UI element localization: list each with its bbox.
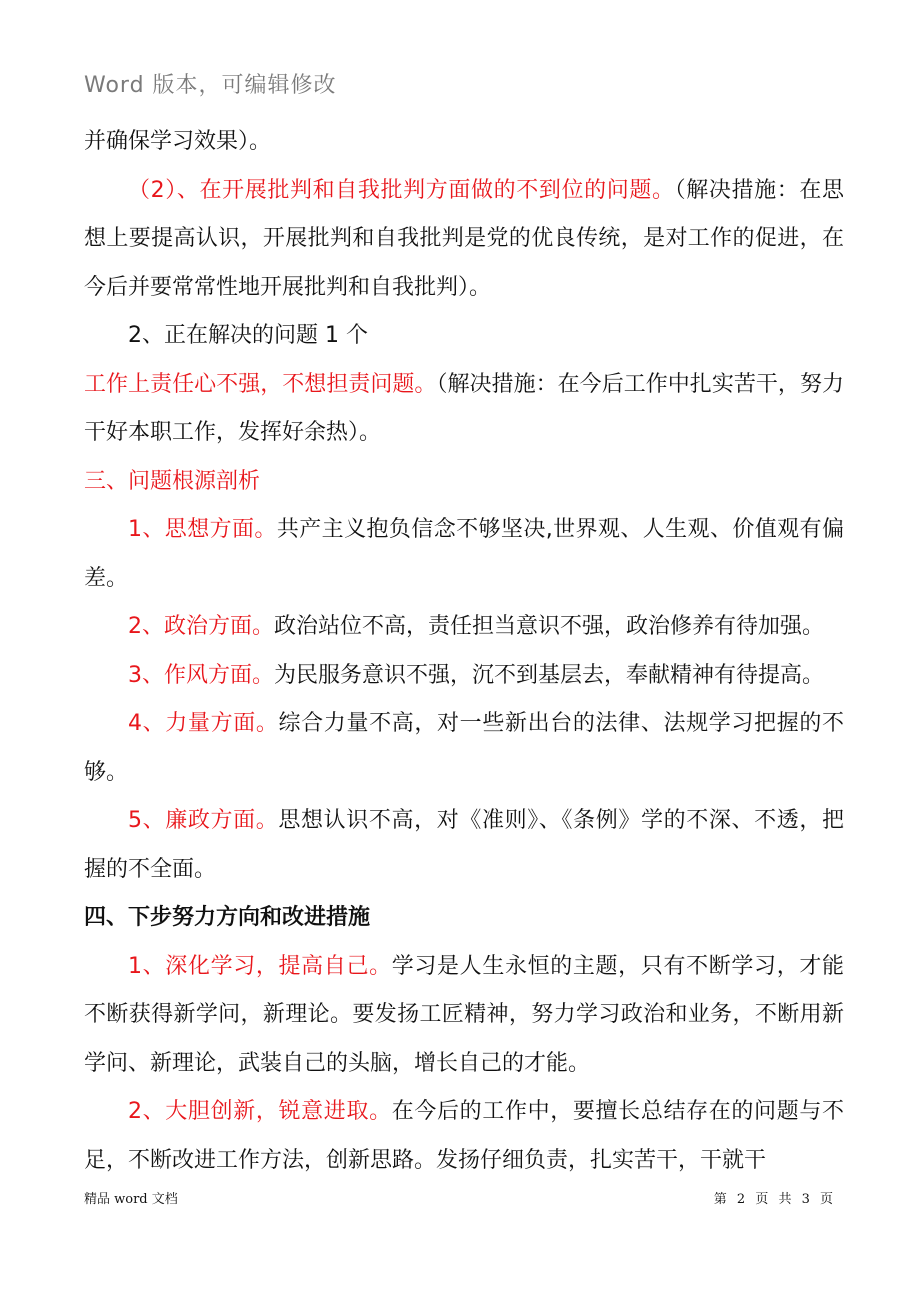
item-heading: 1、深化学习，提高自己。: [128, 953, 392, 979]
paragraph-issue-criticism: [84, 167, 844, 313]
footer-left-label: 精品 word 文档: [84, 1192, 178, 1207]
paragraph-text: 思想认识不高，对《准则》、《条例》学的不深、不透，把握的不全面。: [84, 808, 844, 882]
item-heading: 2、大胆创新，锐意进取。: [128, 1099, 392, 1124]
paragraph-work-style: [84, 652, 844, 701]
item-heading: 2、政治方面。: [128, 614, 274, 639]
issue-heading: 工作上责任心不强，不想担责问题。: [84, 371, 437, 397]
paragraph-issue-responsibility: [84, 361, 844, 458]
page-header: Word 版本，可编辑修改: [84, 73, 337, 98]
paragraph-deepen-study: [84, 943, 844, 1089]
paragraph-text: 为民服务意识不强，沉不到基层去，奉献精神有待提高。: [274, 662, 825, 688]
item-heading: 3、作风方面。: [128, 662, 274, 688]
item-heading: 4、力量方面。: [128, 711, 279, 736]
paragraph-text: 2、正在解决的问题 1 个: [128, 323, 368, 348]
section-heading-text: 三、问题根源剖析: [84, 468, 261, 494]
issue-heading: （2）、在开展批判和自我批判方面做的不到位的问题。: [128, 177, 675, 203]
section-heading-text: 四、下步努力方向和改进措施: [84, 905, 371, 930]
item-heading: 1、思想方面。: [128, 517, 277, 542]
paragraph-strength: [84, 700, 844, 797]
footer-page-number: 第 2 页 共 3 页: [713, 1192, 836, 1207]
paragraph-integrity: [84, 797, 844, 894]
paragraph-text: 在今后的工作中，要擅长总结存在的问题与不足，不断改进工作方法，创新思路。发扬仔细负责，扎实苦干，干就干: [84, 1099, 844, 1173]
paragraph-solving-count: [84, 312, 844, 361]
paragraph-text: 政治站位不高，责任担当意识不强，政治修养有待加强。: [274, 614, 825, 639]
paragraph-text: （解决措施：在思想上要提高认识，开展批判和自我批判是党的优良传统，是对工作的促进，在今后并要常常性地开展批判和自我批判）。: [84, 177, 844, 300]
item-heading: 5、廉政方面。: [128, 808, 279, 833]
document-body: [84, 118, 844, 1185]
paragraph-text: 并确保学习效果）。: [84, 129, 272, 154]
section-heading-improvement: [84, 894, 844, 943]
paragraph-text: 综合力量不高，对一些新出台的法律、法规学习把握的不够。: [84, 711, 844, 785]
paragraph-text: （解决措施：在今后工作中扎实苦干，努力干好本职工作，发挥好余热）。: [84, 371, 844, 445]
paragraph-continuation: [84, 118, 844, 167]
paragraph-text: 学习是人生永恒的主题，只有不断学习，才能不断获得新学问，新理论。要发扬工匠精神，努力学习政治和业务，不断用新学问、新理论，武装自己的头脑，增长自己的才能。: [84, 953, 844, 1076]
section-heading-root-cause: [84, 458, 844, 507]
paragraph-innovate: [84, 1088, 844, 1185]
paragraph-politics: [84, 603, 844, 652]
paragraph-ideology: [84, 506, 844, 603]
paragraph-text: 共产主义抱负信念不够坚决,世界观、人生观、价值观有偏差。: [84, 517, 844, 591]
